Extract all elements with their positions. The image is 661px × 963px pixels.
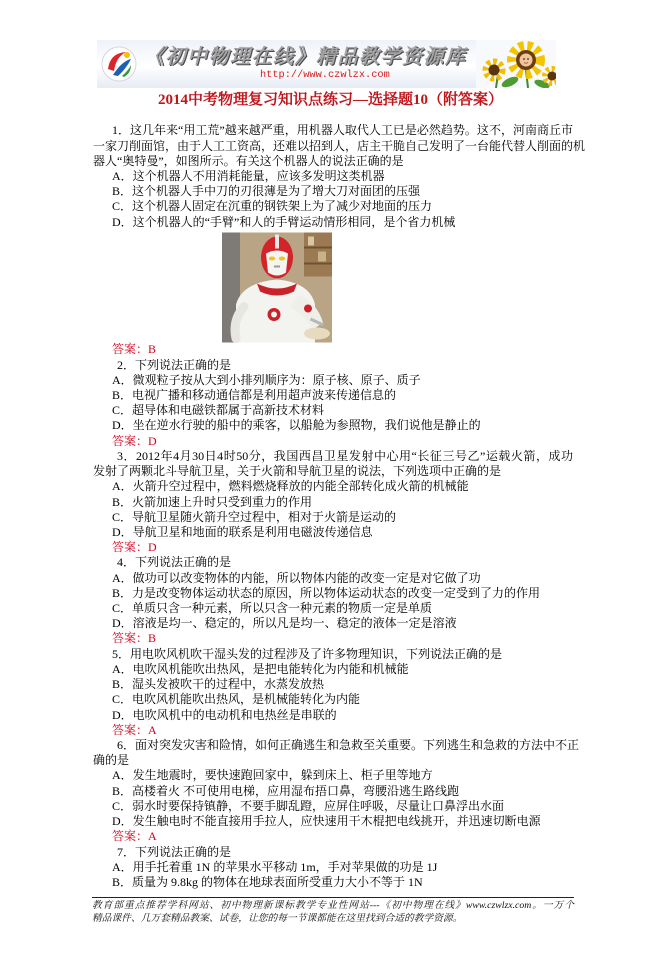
answer [93,540,573,555]
option-d: D．溶液是均一、稳定的，所以凡是均一、稳定的液体一定是溶液 [112,616,457,631]
option-d: D．坐在逆水行驶的船中的乘客，以船舱为参照物，我们说他是静止的 [112,418,481,433]
option-d: D．发生触电时不能直接用手拉人，应快速用干木棍把电线挑开，并迅速切断电源 [112,814,541,829]
site-banner [97,40,556,88]
question-stem-line: 4．下列说法正确的是 [117,555,232,570]
answer [93,723,573,738]
answer-label: 答案： [112,540,149,555]
sunflower-icon [476,40,556,88]
answer-value: D [148,433,157,448]
question-stem-line: 5．用电吹风机吹干湿头发的过程涉及了许多物理知识，下列说法正确的是 [112,646,503,661]
answer-value: B [148,342,157,357]
option-c: C．弱水时要保持镇静，不要手脚乱蹬，应屏住呼吸，尽量让口鼻浮出水面 [112,798,505,813]
answer [93,631,573,646]
option-a: A．电吹风机能吹出热风，是把电能转化为内能和机械能 [112,661,409,676]
answer [93,434,573,449]
option-b: B．火箭加速上升时只受到重力的作用 [112,494,313,509]
answer-label: 答案： [112,829,149,844]
footer-line: 精品课件、几万套精品教案、试卷，让您的每一节课都能在这里找到合适的教学资源。 [92,913,463,924]
question-4 [93,555,573,646]
option-a: A．火箭升空过程中，燃料燃烧释放的内能全部转化成火箭的机械能 [112,479,469,494]
footer [92,899,574,925]
option-d: D．这个机器人的“手臂”和人的手臂运动情形相同，是个省力机械 [112,214,456,229]
question-stem-line: 6．面对突发灾害和险情，如何正确逃生和急救至关重要。下列逃生和急救的方法中不正 [117,738,580,752]
option-a: A．这个机器人不用消耗能量，应该多发明这类机器 [112,169,385,184]
option-a: A．发生地震时，要快速跑回家中，躲到床上、柜子里等地方 [112,768,433,783]
answer-label: 答案： [112,722,149,737]
answer-label: 答案： [112,631,149,646]
answer-label: 答案： [112,433,149,448]
option-c: C．超导体和电磁铁都属于高新技术材料 [112,403,325,418]
robot-figure [93,230,573,342]
option-a: A．做功可以改变物体的内能，所以物体内能的改变一定是对它做了功 [112,570,481,585]
option-c: C．这个机器人固定在沉重的钢铁架上为了减少对地面的压力 [112,199,433,214]
page-title: 2014中考物理复习知识点练习—选择题10（附答案） [157,92,503,108]
robot-photo [222,232,332,343]
option-c: C．导航卫星随火箭升空过程中，相对于火箭是运动的 [112,509,397,524]
answer-value: A [148,722,157,737]
question-1 [93,123,586,357]
question-stem-line: 2．下列说法正确的是 [117,357,232,372]
option-b: B．高楼着火 不可使用电梯，应用湿布捂口鼻，弯腰沿逃生路线跑 [112,783,460,798]
answer [93,829,573,844]
site-logo-icon [100,45,138,83]
question-stem-line: 发射了两颗北斗导航卫星，关于火箭和导航卫星的说法，下列选项中正确的是 [93,464,502,479]
question-stem-line: 一家刀削面馆，由于人工工资高，还难以招到人，店主干脆自己发明了一台能代替人削面的机 [93,138,586,153]
question-7 [93,845,573,891]
answer-value: B [148,631,157,646]
option-a: A．微观粒子按从大到小排列顺序为：原子核、原子、质子 [112,372,421,387]
answer-value: D [148,540,157,555]
answer-label: 答案： [112,342,149,357]
footer-divider [92,897,574,898]
question-3 [93,449,573,556]
question-stem-line: 1．这几年来“用工荒”越来越严重，用机器人取代人工已是必然趋势。这不，河南商丘市 [112,123,573,138]
question-5 [93,647,573,738]
question-6 [93,738,580,845]
site-title: 《初中物理在线》精品教学资源库 [144,44,467,68]
question-list [93,123,586,890]
option-c: C．电吹风机能吹出热风，是机械能转化为内能 [112,692,361,707]
question-stem-line: 7．下列说法正确的是 [117,844,232,859]
question-stem-line: 确的是 [93,753,130,768]
option-b: B．力是改变物体运动状态的原因，所以物体运动状态的改变一定受到了力的作用 [112,585,541,600]
question-2 [93,358,573,449]
question-stem-line: 器人“奥特曼”，如图所示。有关这个机器人的说法正确的是 [93,153,404,168]
option-d: D．导航卫星和地面的联系是利用电磁波传递信息 [112,524,373,539]
option-b: B．这个机器人手中刀的刃很薄是为了增大刀对面团的压强 [112,184,421,199]
answer-value: A [148,829,157,844]
option-b: B．湿头发被吹干的过程中，水蒸发放热 [112,677,325,692]
question-stem-line: 3．2012年4月30日4时50分，我国西昌卫星发射中心用“长征三号乙”运载火箭，成功 [117,448,573,463]
option-d: D．电吹风机中的电动机和电热丝是串联的 [112,707,337,722]
option-b: B．电视广播和移动通信都是利用超声波来传递信息的 [112,387,397,402]
option-b: B．质量为 9.8kg 的物体在地球表面所受重力大小不等于 1N [112,874,423,889]
answer [93,342,573,357]
option-c: C．单质只含一种元素，所以只含一种元素的物质一定是单质 [112,601,433,616]
option-a: A．用手托着重 1N 的苹果水平移动 1m，手对苹果做的功是 1J [112,859,438,874]
site-url: http://www.czwlzx.com [260,69,390,81]
footer-line: 教育部重点推荐学科网站、初中物理新课标教学专业性网站---《初中物理在线》www.czwlzx.com。一万个 [92,900,574,911]
